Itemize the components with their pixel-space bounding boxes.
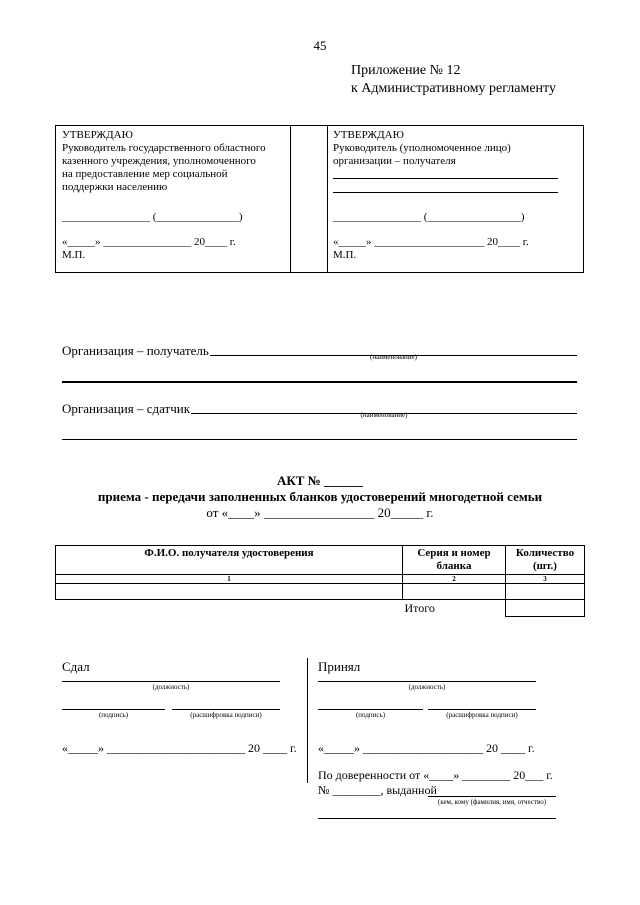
header-series: Серия и номер бланка — [403, 546, 506, 575]
received-sign-line[interactable] — [318, 709, 423, 710]
received-date: «_____» ____________________ 20 ____ г. — [318, 741, 535, 755]
approve-right-title: УТВЕРЖДАЮ — [333, 129, 404, 141]
handed-date: «_____» _______________________ 20 ____ г. — [62, 741, 297, 755]
approve-right-stamp: М.П. — [333, 249, 357, 261]
col-number: 3 — [506, 575, 585, 584]
col-number: 1 — [56, 575, 403, 584]
approval-box — [55, 125, 584, 273]
approval-divider-left — [290, 126, 291, 272]
approve-right-date: «_____» ____________________ 20____ г. — [333, 236, 529, 248]
approve-right-blank-line — [333, 178, 558, 179]
org-receiver-label: Организация – получатель — [62, 343, 209, 358]
received-proxy-hint: (кем, кому (фамилия, имя, отчество) — [437, 798, 547, 806]
table-number-row — [56, 575, 585, 584]
total-cell[interactable] — [506, 600, 585, 617]
table-cell[interactable] — [56, 584, 403, 600]
handed-label: Сдал — [62, 659, 90, 674]
handed-sign-hint: (подпись) — [98, 711, 129, 719]
act-subtitle: приема - передачи заполненных бланков удостоверений многодетной семьи — [97, 489, 543, 504]
received-proxy-field-line[interactable] — [428, 796, 556, 797]
act-title: АКТ № ______ — [276, 473, 364, 488]
approve-right-line: Руководитель (уполномоченное лицо) — [333, 142, 511, 154]
received-proxy-line: По доверенности от «____» ________ 20___ г. — [318, 768, 553, 782]
org-receiver-hint: (наименование) — [370, 353, 417, 361]
approve-left-title: УТВЕРЖДАЮ — [62, 129, 133, 141]
header-fio: Ф.И.О. получателя удостоверения — [56, 546, 403, 575]
received-position-hint: (должность) — [408, 683, 446, 691]
approve-left-line: на предоставление мер социальной — [62, 168, 228, 180]
received-proxy-no: № ________, выданной — [318, 783, 437, 797]
act-date: от «____» _________________ 20_____ г. — [206, 505, 434, 520]
approve-left-line: Руководитель государственного областного — [62, 142, 266, 154]
header-quantity: Количество (шт.) — [506, 546, 585, 575]
handed-position-line[interactable] — [62, 681, 280, 682]
approve-left-date: «_____» ________________ 20____ г. — [62, 236, 236, 248]
table-cell[interactable] — [403, 584, 506, 600]
org-sender-hint: (наименование) — [360, 411, 408, 419]
approve-left — [62, 129, 290, 194]
approve-right-line: организации – получателя — [333, 155, 456, 167]
approve-right — [333, 129, 583, 168]
approve-left-sign: ________________ (_______________) — [62, 211, 243, 223]
table-cell[interactable] — [506, 584, 585, 600]
total-label: Итого — [404, 601, 435, 615]
approve-right-blank-line — [333, 192, 558, 193]
table-header-row — [56, 546, 585, 575]
approve-right-sign: ________________ (_________________) — [333, 211, 525, 223]
org-sender-line-2[interactable] — [62, 439, 577, 440]
received-proxy-line-2[interactable] — [318, 818, 556, 819]
received-label: Принял — [318, 659, 361, 674]
org-receiver-line-2[interactable] — [62, 381, 577, 383]
total-row — [56, 600, 585, 617]
org-sender-label: Организация – сдатчик — [62, 401, 191, 416]
col-number: 2 — [403, 575, 506, 584]
page-number: 45 — [313, 38, 327, 53]
appendix-subtitle: к Административному регламенту — [351, 81, 556, 96]
transfer-table — [55, 545, 585, 617]
received-decode-line[interactable] — [428, 709, 536, 710]
appendix-title: Приложение № 12 — [351, 63, 461, 78]
handed-sign-line[interactable] — [62, 709, 165, 710]
signature-divider — [307, 658, 308, 783]
handed-decode-line[interactable] — [172, 709, 280, 710]
received-sign-hint: (подпись) — [355, 711, 386, 719]
approve-left-line: поддержки населению — [62, 181, 168, 193]
table-row — [56, 584, 585, 600]
approve-left-line: казенного учреждения, уполномоченного — [62, 155, 256, 167]
received-decode-hint: (расшифровка подписи) — [446, 711, 518, 719]
approve-left-stamp: М.П. — [62, 249, 86, 261]
handed-position-hint: (должность) — [152, 683, 190, 691]
approval-divider-right — [327, 126, 328, 272]
received-position-line[interactable] — [318, 681, 536, 682]
handed-decode-hint: (расшифровка подписи) — [190, 711, 262, 719]
